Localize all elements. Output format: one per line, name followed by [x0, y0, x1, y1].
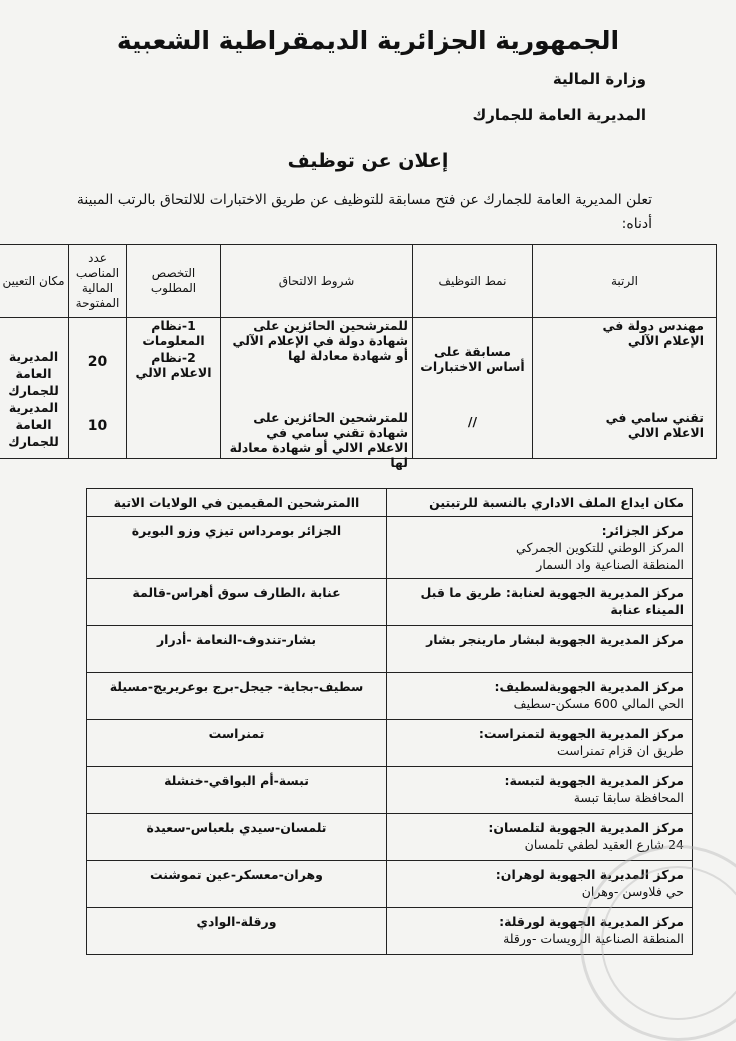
residents-cell: تلمسان-سيدي بلعباس-سعيدة	[87, 814, 387, 861]
deposit-place-line: مركز المديرية الجهوية لتلمسان:	[488, 820, 684, 835]
residents-cell: تمنراست	[87, 720, 387, 767]
specialty-2: 2-نظام الاعلام الالي	[135, 350, 212, 380]
conditions-cell	[221, 318, 413, 470]
deposit-place-line: المنطقة الصناعية واد السمار	[536, 557, 684, 572]
residents-cell: سطيف-بجاية- جيجل-برج بوعريريج-مسيلة	[87, 673, 387, 720]
residents-header: االمترشحين المقيمين في الولايات الاتية	[87, 489, 387, 517]
residents-cell: وهران-معسكر-عين تموشنت	[87, 861, 387, 908]
grades-table	[0, 244, 717, 470]
residents-cell: تبسة-أم البواقي-خنشلة	[87, 767, 387, 814]
deposit-place-line: مركز المديرية الجهوية لورقلة:	[499, 914, 684, 929]
mode-cell	[413, 318, 533, 459]
deposit-place-line: المحافظة سابقا تبسة	[573, 790, 684, 805]
deposit-place-line: مركز المديرية الجهوية لعنابة: طريق ما قبل الميناء عنابة	[420, 585, 684, 617]
residents-cell: الجزائر بومرداس تيزي وزو البويرة	[87, 517, 387, 579]
ministry-name: وزارة المالية	[552, 70, 646, 88]
table-row	[87, 579, 693, 626]
specialty-cell	[127, 318, 221, 459]
assignment-place: المديرية العامة للجمارك المديرية العامة للجمارك	[8, 349, 59, 449]
table-row	[87, 814, 693, 861]
table-row	[87, 673, 693, 720]
deposit-place-line: حي فلاوسن -وهران	[581, 884, 684, 899]
rank-engineer: مهندس دولة في الإعلام الآلي	[602, 318, 704, 348]
conditions-engineer: للمترشحين الحائزين على شهادة دولة في الإعلام الآلي أو شهادة معادلة لها	[232, 318, 408, 363]
republic-heading: الجمهورية الجزائرية الديمقراطية الشعبية	[116, 26, 620, 55]
positions-technician: 10	[87, 418, 108, 434]
deposit-table-header	[87, 489, 693, 517]
table-row	[87, 767, 693, 814]
deposit-place-line: مركز المديرية الجهوية لتمنراست:	[478, 726, 684, 741]
deposit-place-line: مركز المديرية الجهوية لبشار مارينجر بشار	[426, 632, 684, 647]
deposit-place-line: مركز المديرية الجهويةلسطيف:	[494, 679, 684, 694]
rank-cell	[533, 318, 717, 459]
header-positions: عدد المناصب المالية المفتوحة	[69, 245, 127, 318]
grades-table-header	[0, 245, 717, 318]
announcement-title: إعلان عن توظيف	[287, 150, 449, 172]
directorate-name: المديرية العامة للجمارك	[472, 106, 646, 124]
place-cell	[0, 318, 69, 459]
deposit-place-cell	[387, 720, 693, 767]
deposit-place-cell	[387, 626, 693, 673]
deposit-place-line: المنطقة الصناعية الرويسات -ورقلة	[503, 931, 684, 946]
residents-cell: بشار-تندوف-النعامة -أدرار	[87, 626, 387, 673]
deposit-place-line: مركز الجزائر:	[601, 523, 684, 538]
table-row	[87, 517, 693, 579]
deposit-place-line: 24 شارع العقيد لطفي تلمسان	[524, 837, 684, 852]
deposit-place-line: الحي المالي 600 مسكن-سطيف	[513, 696, 684, 711]
positions-cell	[69, 318, 127, 459]
residents-cell: ورقلة-الوادي	[87, 908, 387, 955]
table-row	[87, 626, 693, 673]
deposit-place-line: المركز الوطني للتكوين الجمركي	[516, 540, 684, 555]
mode-engineer: مسابقة على أساس الاختبارات	[420, 344, 525, 374]
header-specialty: التخصص المطلوب	[127, 245, 221, 318]
deposit-place-cell	[387, 673, 693, 720]
header-conditions: شروط الالتحاق	[221, 245, 413, 318]
positions-engineer: 20	[87, 354, 108, 370]
grades-table-body	[0, 318, 717, 459]
rank-technician: تقني سامي في الاعلام الالي	[605, 410, 704, 440]
specialty-1: 1-نظام المعلومات	[142, 318, 205, 348]
table-row	[87, 720, 693, 767]
deposit-place-cell	[387, 767, 693, 814]
deposit-place-header: مكان ايداع الملف الاداري بالنسبة للرتبتين	[387, 489, 693, 517]
header-rank: الرتبة	[533, 245, 717, 318]
conditions-technician: للمترشحين الحائزين على شهادة تقني سامي في الاعلام الالي أو شهادة معادلة لها	[229, 410, 408, 470]
deposit-place-cell	[387, 517, 693, 579]
residents-cell: عنابة ،الطارف سوق أهراس-قالمة	[87, 579, 387, 626]
deposit-place-line: طريق ان قزام تمنراست	[556, 743, 684, 758]
header-place: مكان التعيين	[0, 245, 69, 318]
deposit-place-cell	[387, 579, 693, 626]
header-mode: نمط التوظيف	[413, 245, 533, 318]
mode-technician: //	[467, 414, 478, 429]
intro-paragraph: تعلن المديرية العامة للجمارك عن فتح مسابقة للتوظيف عن طريق الاختبارات للالتحاق بالرتب المبينة أدناه:	[76, 192, 652, 232]
deposit-place-line: مركز المديرية الجهوية لوهران:	[495, 867, 684, 882]
deposit-place-line: مركز المديرية الجهوية لتبسة:	[504, 773, 684, 788]
